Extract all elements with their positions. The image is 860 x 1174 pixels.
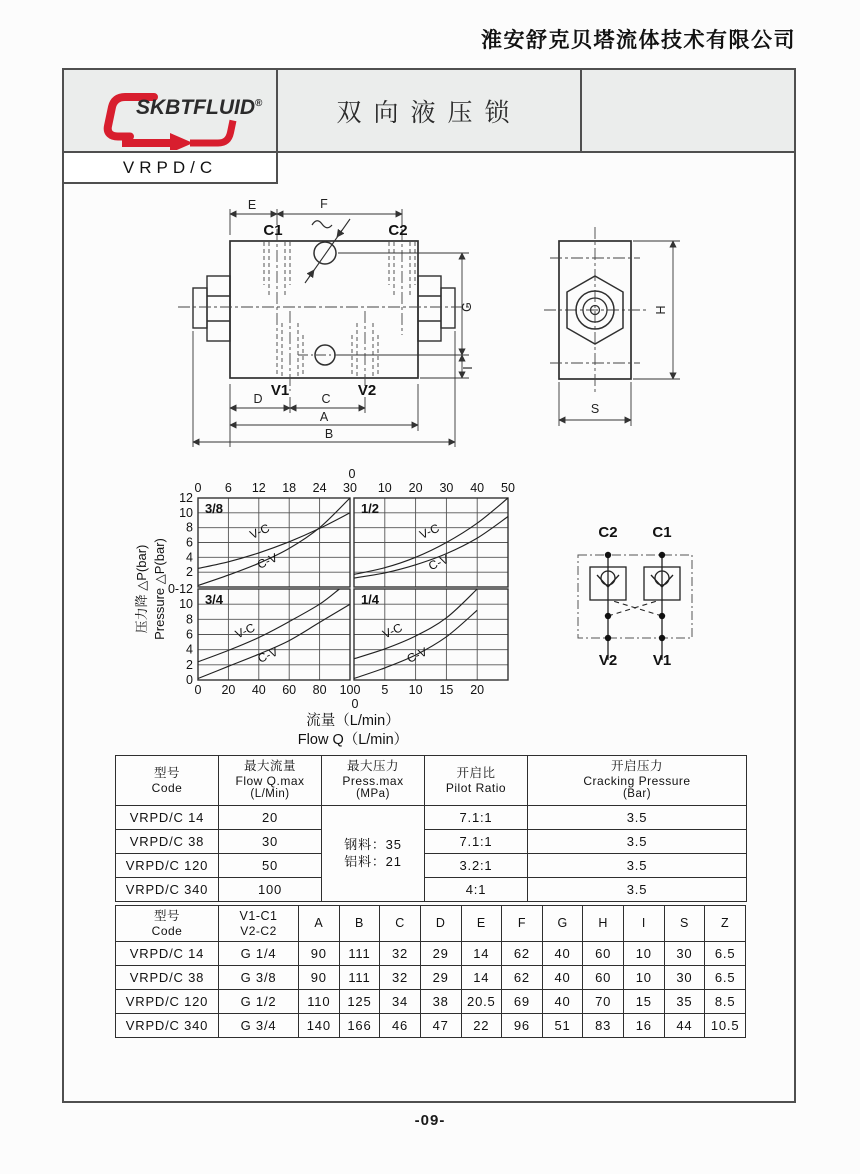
port-thread-lines [264,242,415,377]
port-label-v1: V1 [270,382,290,399]
table-row [116,1014,746,1038]
table-cell: 70 [583,990,624,1014]
table-cell: 111 [339,966,380,990]
chart-series-label: C-V [426,551,451,574]
table-cell: VRPD/C 14 [116,806,219,830]
table-row [116,966,746,990]
table-cell: 44 [664,1014,705,1038]
chart-tick-label: 18 [282,481,297,495]
table-cell: 6.5 [705,966,746,990]
chart-series-label: V-C [380,620,405,642]
chart-tick-label: 100 [339,683,361,697]
table-cell: 3.5 [528,830,747,854]
column-header: F [502,906,543,942]
symbol-port-c1: C1 [652,524,672,541]
y-axis-junction-label: 0-12 [167,582,193,596]
table-cell: 125 [339,990,380,1014]
column-header: H [583,906,624,942]
chart-series-label: V-C [247,520,272,542]
column-header: A [299,906,340,942]
table-cell: VRPD/C 340 [116,878,219,902]
dim-label-s: S [590,402,600,416]
dim-label-h: H [654,305,668,315]
chart-tick-label: 0 [194,481,202,495]
table-cell: 10.5 [705,1014,746,1038]
table-cell: VRPD/C 120 [116,990,219,1014]
chart-tick-label: 60 [282,683,297,697]
right-mounting-nut [418,276,455,341]
table-cell: 40 [542,942,583,966]
column-header: G [542,906,583,942]
chart-series-label: V-C [233,620,258,642]
table-cell: 40 [542,990,583,1014]
table-row [116,878,747,902]
table-cell: 47 [420,1014,461,1038]
dim-label-a: A [319,410,329,424]
table-cell: G 3/8 [219,966,299,990]
table-cell: 32 [380,966,421,990]
chart-tick-label: 0 [194,683,202,697]
chart-tick-label: 10 [408,683,423,697]
pilot-cross-lines [608,601,662,616]
table-cell: 3.2:1 [425,854,528,878]
company-name: 淮安舒克贝塔流体技术有限公司 [481,29,796,52]
page-number: -09- [414,1112,446,1129]
dim-label-c: C [321,392,331,406]
valve-body-outline [230,241,418,378]
table-cell: 50 [219,854,322,878]
chart-panels [168,467,515,711]
logo-registered-mark: ® [255,98,263,109]
chart-tick-label: 10 [179,505,193,520]
chart-tick-label: 20 [408,481,423,495]
table-cell: 32 [380,942,421,966]
chart-panel-title: 1/2 [360,501,380,516]
table-cell: 110 [299,990,340,1014]
column-header: 最大压力 Press.max (MPa) [322,756,425,806]
chart-series-label: C-V [255,550,280,572]
x-axis-title-cn: 流量（L/min） [306,713,400,729]
table-cell: 90 [299,942,340,966]
column-header: 型号 Code [116,906,219,942]
column-header: V1-C1 V2-C2 [219,906,299,942]
chart-tick-label: 2 [186,565,193,580]
table-cell: 20.5 [461,990,502,1014]
table-cell: G 3/4 [219,1014,299,1038]
column-header: D [420,906,461,942]
chart-tick-label: 30 [439,481,454,495]
table-cell: 166 [339,1014,380,1038]
table-cell: 10 [624,966,665,990]
table-header-row [116,906,746,942]
table-cell: 14 [461,942,502,966]
table-cell: 7.1:1 [425,806,528,830]
chart-tick-label: 0 [351,697,359,711]
table-cell: 4:1 [425,878,528,902]
table-cell: 60 [583,966,624,990]
column-header: C [380,906,421,942]
chart-tick-label: 4 [186,550,193,565]
table-cell: 29 [420,966,461,990]
port-label-v2: V2 [357,382,377,399]
table-cell: 62 [502,942,543,966]
column-header: S [664,906,705,942]
table-cell: VRPD/C 38 [116,830,219,854]
table-header-row [116,756,747,806]
symbol-port-v1: V1 [652,652,672,669]
chart-tick-label: 2 [186,657,193,672]
chart-panel-title: 1/4 [360,592,380,607]
front-view [178,197,475,447]
header-empty-cell [580,68,796,153]
table-cell: 3.5 [528,878,747,902]
column-header: B [339,906,380,942]
table-cell: 140 [299,1014,340,1038]
table-cell: 96 [502,1014,543,1038]
chart-tick-label: 6 [186,535,193,550]
table-cell: 15 [624,990,665,1014]
table-row [116,854,747,878]
chart-tick-label: 24 [312,481,327,495]
left-mounting-nut [193,276,230,341]
chart-tick-label: 80 [312,683,327,697]
table-cell: 7.1:1 [425,830,528,854]
chart-tick-label: 6 [186,627,193,642]
x-axis-title-en: Flow Q（L/min） [297,732,409,748]
table-cell: 29 [420,942,461,966]
logo-text: SKBTFLUID® [136,96,263,119]
dimension-drawing [62,185,798,462]
table-cell: VRPD/C 340 [116,1014,219,1038]
chart-tick-label: 12 [179,491,193,505]
table-cell: 69 [502,990,543,1014]
column-header: 开启压力 Cracking Pressure (Bar) [528,756,747,806]
table-cell: 14 [461,966,502,990]
table-cell: VRPD/C 38 [116,966,219,990]
table-cell: 钢料：35 铝料：21 [322,806,425,902]
spec-table [115,755,747,902]
chart-tick-label: 40 [470,481,485,495]
table-cell: 34 [380,990,421,1014]
table-cell: 51 [542,1014,583,1038]
table-cell: 111 [339,942,380,966]
chart-tick-label: 0 [348,467,356,481]
chart-tick-label: 20 [221,683,236,697]
dim-label-g: G [460,302,474,312]
company-logo [96,88,264,150]
column-header: I [624,906,665,942]
column-header: 开启比 Pilot Ratio [425,756,528,806]
dimension-table [115,905,746,1038]
chart-tick-label: 5 [381,683,389,697]
table-cell: 10 [624,942,665,966]
dim-label-i: I [461,366,475,370]
column-header: E [461,906,502,942]
side-view [544,227,680,426]
table-cell: 90 [299,966,340,990]
table-cell: G 1/4 [219,942,299,966]
spec-table-holder [115,755,746,902]
symbol-port-c2: C2 [598,524,618,541]
y-axis-title-en: Pressure △P(bar) [152,538,167,640]
chart-tick-label: 50 [501,481,515,495]
chart-tick-label: 15 [439,683,454,697]
chart-tick-label: 40 [251,683,266,697]
junction-dots [605,552,665,641]
dimension-table-holder [115,905,746,1038]
chart-tick-label: 6 [224,481,232,495]
hydraulic-symbol [560,515,710,675]
table-cell: 38 [420,990,461,1014]
table-cell: 30 [219,830,322,854]
logo-red-arrow [122,121,233,151]
table-cell: 100 [219,878,322,902]
table-cell: 30 [664,966,705,990]
table-cell: 8.5 [705,990,746,1014]
table-row [116,830,747,854]
dim-label-f: F [320,197,328,211]
table-cell: 22 [461,1014,502,1038]
dim-label-b: B [324,427,334,441]
column-header: 型号 Code [116,756,219,806]
table-cell: 83 [583,1014,624,1038]
table-cell: 30 [664,942,705,966]
table-cell: 3.5 [528,854,747,878]
chart-series-label: C-V [255,644,281,666]
table-cell: 20 [219,806,322,830]
table-cell: 35 [664,990,705,1014]
pressure-drop-charts [130,462,530,754]
table-row [116,942,746,966]
dim-label-e: E [247,198,257,212]
chart-tick-label: 8 [186,612,193,627]
table-row [116,806,747,830]
chart-curve-c-v [198,604,350,678]
table-cell: VRPD/C 120 [116,854,219,878]
table-cell: 62 [502,966,543,990]
chart-tick-label: 12 [251,481,266,495]
chart-tick-label: 20 [470,683,485,697]
chart-tick-label: 0 [186,673,193,687]
chart-tick-label: 30 [343,481,357,495]
table-cell: 6.5 [705,942,746,966]
table-cell: VRPD/C 14 [116,942,219,966]
chart-series-label: C-V [404,644,430,666]
throttle-symbol [305,219,350,283]
product-title: 双向液压锁 [276,68,582,153]
chart-panel-title: 3/8 [204,501,224,516]
y-axis-title-cn: 压力降 △P(bar) [134,544,149,634]
table-cell: 3.5 [528,806,747,830]
table-cell: G 1/2 [219,990,299,1014]
table-cell: 16 [624,1014,665,1038]
chart-panel-title: 3/4 [204,592,224,607]
dimension-lines [193,209,469,447]
symbol-port-v2: V2 [598,652,618,669]
table-row [116,990,746,1014]
port-label-c2: C2 [388,222,408,239]
table-cell: 46 [380,1014,421,1038]
chart-series-label: V-C [417,520,442,542]
table-cell: 40 [542,966,583,990]
port-label-c1: C1 [263,222,283,239]
column-header: 最大流量 Flow Q.max (L/Min) [219,756,322,806]
chart-tick-label: 8 [186,520,193,535]
dim-label-d: D [253,392,263,406]
column-header: Z [705,906,746,942]
chart-tick-label: 10 [377,481,392,495]
chart-tick-label: 10 [179,597,193,612]
table-cell: 60 [583,942,624,966]
model-code: VRPD/C [62,151,278,184]
chart-tick-label: 4 [186,642,193,657]
